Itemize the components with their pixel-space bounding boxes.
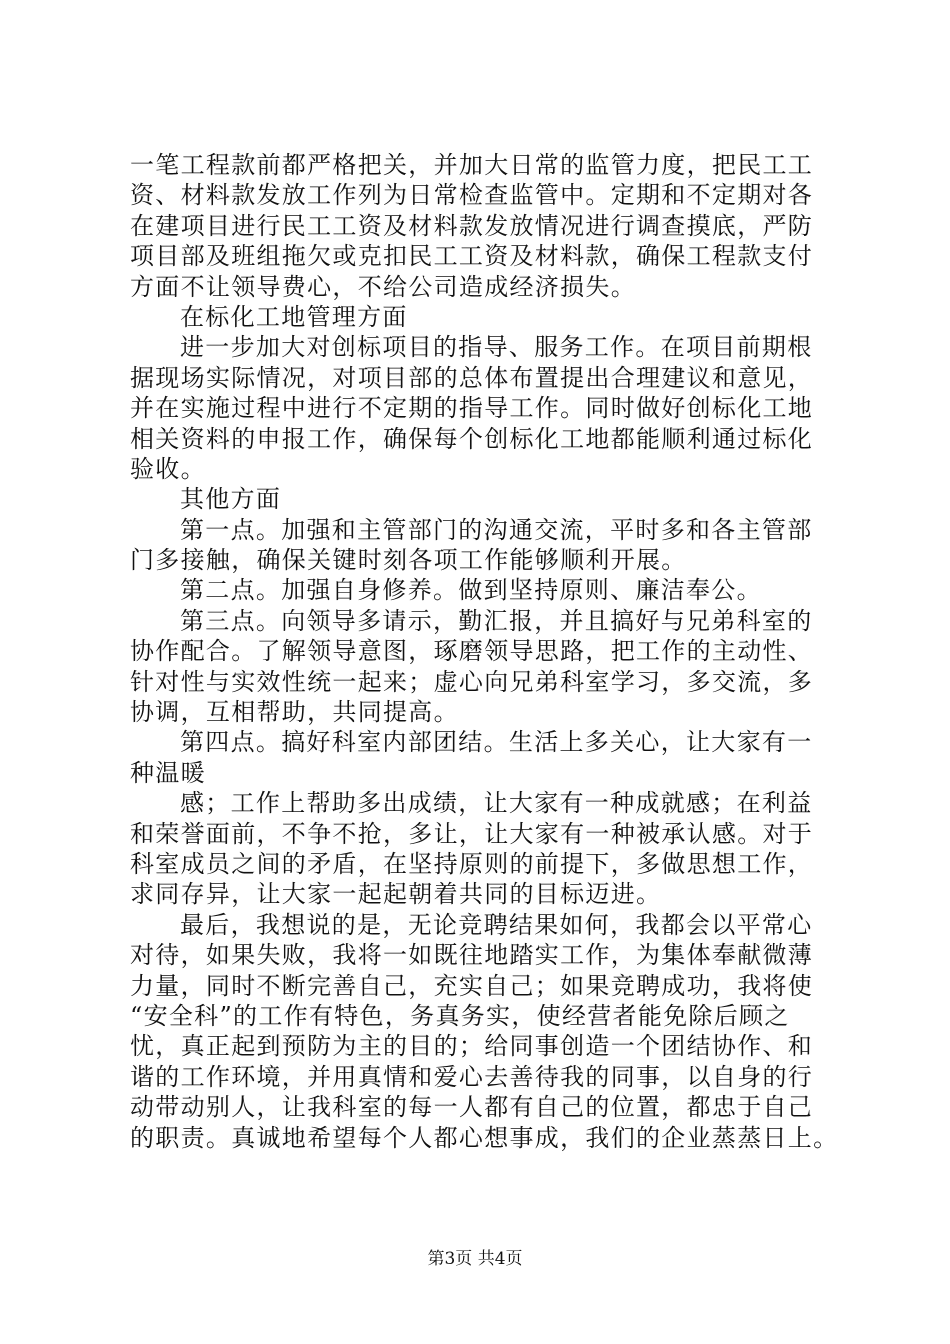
text-line: 忧，真正起到预防为主的目的；给同事创造一个团结协作、和	[130, 1032, 814, 1061]
text-line: 针对性与实效性统一起来；虚心向兄弟科室学习，多交流，多	[130, 667, 814, 696]
text-line: 第三点。向领导多请示，勤汇报，并且搞好与兄弟科室的	[180, 606, 813, 635]
text-line: 的职责。真诚地希望每个人都心想事成，我们的企业蒸蒸日上。	[130, 1123, 839, 1152]
text-line: 验收。	[130, 454, 206, 483]
text-line: 谐的工作环境，并用真情和爱心去善待我的同事，以自身的行	[130, 1062, 814, 1091]
text-line: 科室成员之间的矛盾，在坚持原则的前提下，多做思想工作，	[130, 849, 814, 878]
text-line: 方面不让领导费心，不给公司造成经济损失。	[130, 272, 636, 301]
text-line: 在建项目进行民工工资及材料款发放情况进行调查摸底，严防	[130, 211, 814, 240]
text-line: “安全科”的工作有特色，务真务实，使经营者能免除后顾之	[130, 1001, 790, 1030]
text-line: 感；工作上帮助多出成绩，让大家有一种成就感；在利益	[180, 789, 813, 818]
text-line: 对待，如果失败，我将一如既往地踏实工作，为集体奉献微薄	[130, 941, 814, 970]
text-line: 种温暖	[130, 758, 206, 787]
text-line: 相关资料的申报工作，确保每个创标化工地都能顺利通过标化	[130, 424, 814, 453]
text-line: 项目部及班组拖欠或克扣民工工资及材料款，确保工程款支付	[130, 242, 814, 271]
text-line: 据现场实际情况，对项目部的总体布置提出合理建议和意见，	[130, 363, 814, 392]
text-line: 协作配合。了解领导意图，琢磨领导思路，把工作的主动性、	[130, 637, 814, 666]
text-line: 其他方面	[180, 485, 282, 514]
text-line: 动带动别人，让我科室的每一人都有自己的位置，都忠于自己	[130, 1093, 814, 1122]
text-line: 力量，同时不断完善自己，充实自己；如果竞聘成功，我将使	[130, 971, 814, 1000]
text-line: 门多接触，确保关键时刻各项工作能够顺利开展。	[130, 546, 687, 575]
text-line: 一笔工程款前都严格把关，并加大日常的监管力度，把民工工	[130, 151, 814, 179]
page-footer: 第3页 共4页	[427, 1249, 523, 1269]
text-line: 最后，我想说的是，无论竞聘结果如何，我都会以平常心	[180, 910, 813, 939]
text-line: 第四点。搞好科室内部团结。生活上多关心，让大家有一	[180, 728, 813, 757]
text-line: 求同存异，让大家一起起朝着共同的目标迈进。	[130, 880, 662, 909]
text-line: 和荣誉面前，不争不抢，多让，让大家有一种被承认感。对于	[130, 819, 814, 848]
text-line: 资、材料款发放工作列为日常检查监管中。定期和不定期对各	[130, 181, 814, 210]
text-line: 协调，互相帮助，共同提高。	[130, 698, 459, 727]
text-line: 第二点。加强自身修养。做到坚持原则、廉洁奉公。	[180, 576, 762, 605]
text-line: 进一步加大对创标项目的指导、服务工作。在项目前期根	[180, 333, 813, 362]
document-body	[130, 150, 839, 1153]
text-line: 在标化工地管理方面	[180, 302, 408, 331]
text-line: 并在实施过程中进行不定期的指导工作。同时做好创标化工地	[130, 394, 814, 423]
text-line: 第一点。加强和主管部门的沟通交流，平时多和各主管部	[180, 515, 813, 544]
